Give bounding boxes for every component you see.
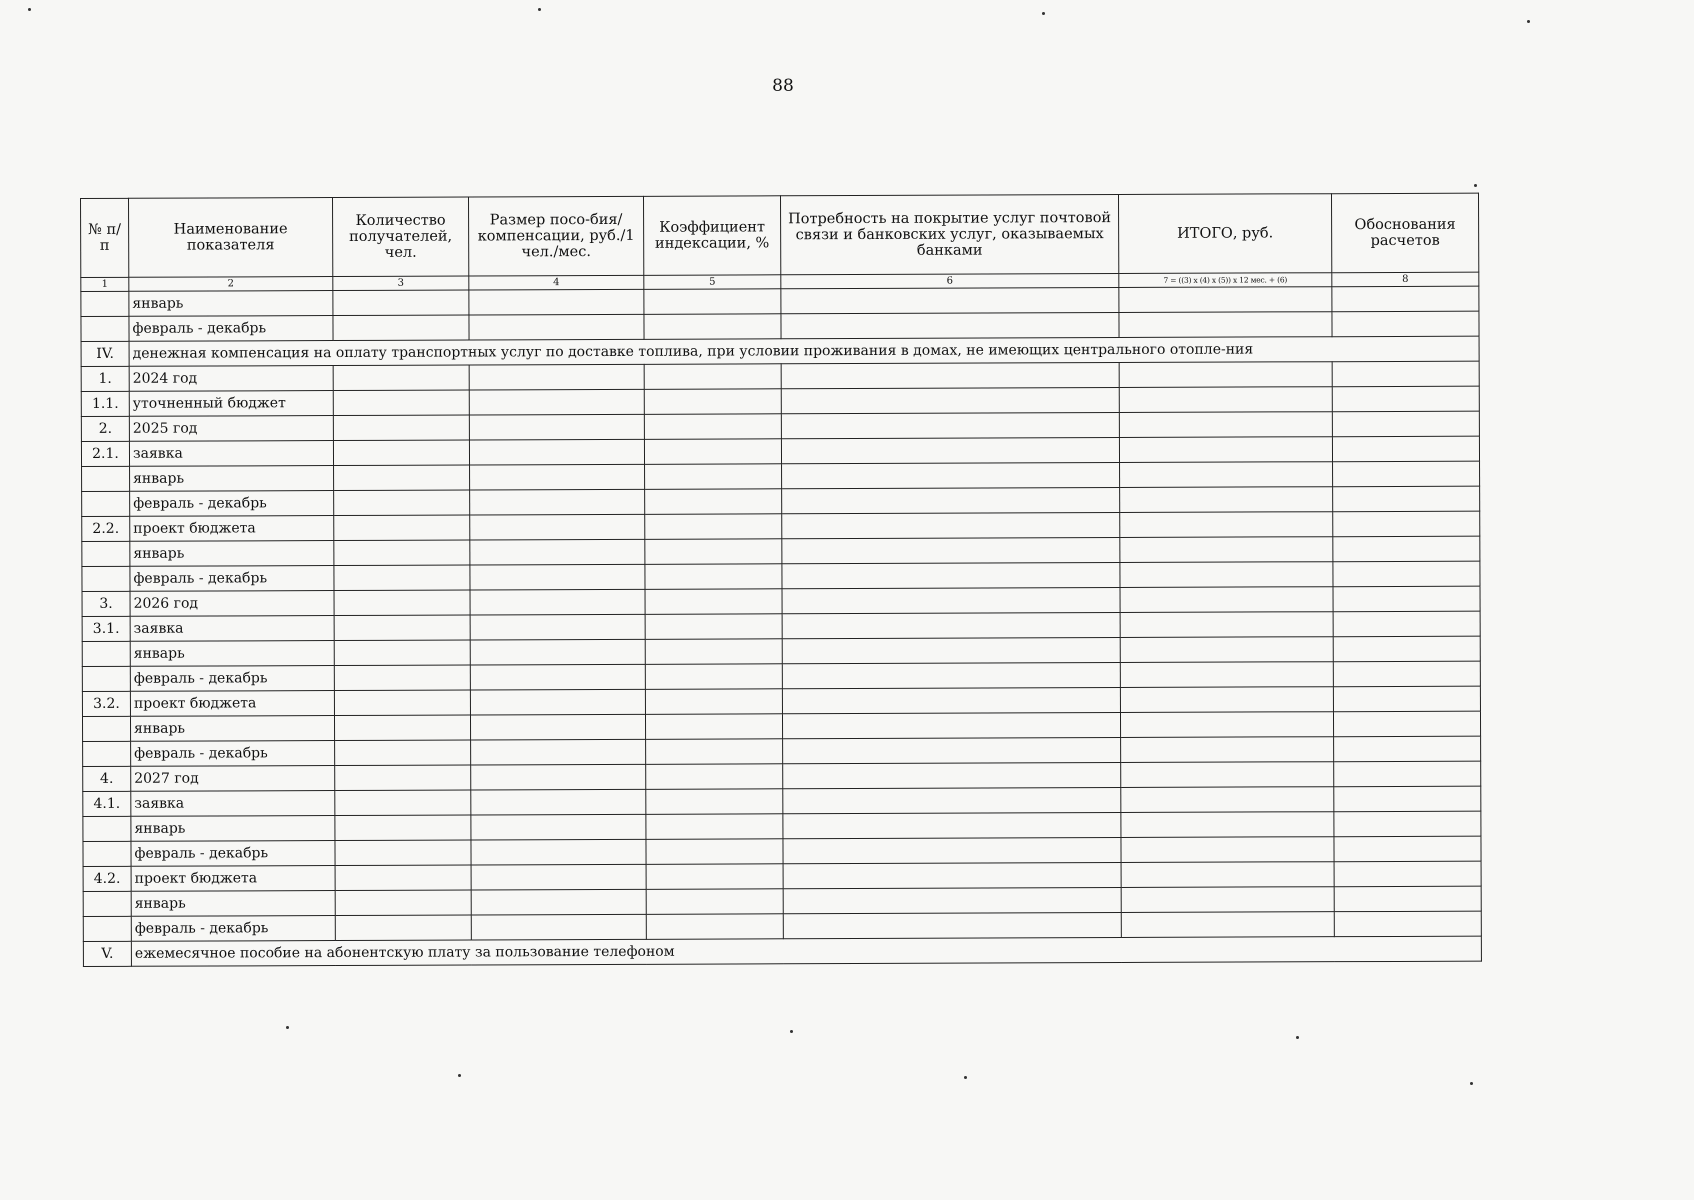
empty-value-cell	[1332, 436, 1479, 462]
column-number-cell: 4	[469, 275, 644, 290]
empty-value-cell	[335, 815, 471, 841]
row-number-cell: 4.2.	[83, 866, 131, 891]
empty-value-cell	[1121, 812, 1334, 838]
row-number-cell	[82, 491, 130, 516]
header-cell-service-needs: Потребность на покрытие услуг почтовой связи и банковских услуг, оказываемых банками	[780, 195, 1118, 275]
empty-value-cell	[1121, 862, 1334, 888]
empty-value-cell	[1120, 662, 1333, 688]
empty-value-cell	[645, 639, 782, 665]
empty-value-cell	[1119, 387, 1332, 413]
scan-speck	[28, 8, 31, 11]
empty-value-cell	[783, 913, 1121, 939]
empty-value-cell	[470, 689, 645, 715]
row-number-cell: 2.2.	[82, 516, 130, 541]
row-number-cell	[82, 666, 130, 691]
indicator-name-cell: январь	[130, 541, 334, 567]
empty-value-cell	[644, 414, 781, 440]
empty-value-cell	[471, 864, 646, 890]
empty-value-cell	[783, 738, 1121, 764]
empty-value-cell	[470, 589, 645, 615]
budget-table-container	[80, 193, 1481, 967]
empty-value-cell	[471, 889, 646, 915]
empty-value-cell	[1121, 737, 1334, 763]
row-number-cell: 3.	[82, 591, 130, 616]
row-number-cell	[83, 816, 131, 841]
empty-value-cell	[334, 690, 470, 716]
row-number-cell	[82, 541, 130, 566]
empty-value-cell	[782, 463, 1120, 489]
row-number-cell	[83, 891, 131, 916]
empty-value-cell	[781, 288, 1119, 314]
scan-speck	[1527, 20, 1530, 23]
empty-value-cell	[644, 289, 781, 315]
empty-value-cell	[783, 838, 1121, 864]
empty-value-cell	[334, 515, 470, 541]
empty-value-cell	[470, 639, 645, 665]
empty-value-cell	[333, 315, 469, 341]
empty-value-cell	[644, 314, 781, 340]
indicator-name-cell: проект бюджета	[130, 516, 334, 542]
empty-value-cell	[645, 514, 782, 540]
indicator-name-cell: февраль - декабрь	[130, 491, 334, 517]
empty-value-cell	[334, 490, 470, 516]
empty-value-cell	[1333, 661, 1480, 687]
scan-speck	[458, 1074, 461, 1077]
header-row	[81, 193, 1479, 277]
empty-value-cell	[646, 739, 783, 765]
indicator-name-cell: заявка	[131, 791, 335, 817]
row-number-cell	[82, 466, 130, 491]
scan-speck	[538, 8, 541, 11]
header-cell-number: № п/п	[81, 198, 129, 277]
empty-value-cell	[1333, 636, 1480, 662]
empty-value-cell	[471, 764, 646, 790]
empty-value-cell	[333, 415, 469, 441]
empty-value-cell	[781, 363, 1119, 389]
indicator-name-cell: январь	[130, 641, 334, 667]
empty-value-cell	[1120, 637, 1333, 663]
empty-value-cell	[470, 464, 645, 490]
row-number-cell: 2.1.	[81, 441, 129, 466]
empty-value-cell	[646, 789, 783, 815]
section-title-cell: ежемесячное пособие на абонентскую плату за пользование телефоном	[131, 936, 1481, 966]
empty-value-cell	[1332, 411, 1479, 437]
row-number-cell: 1.	[81, 366, 129, 391]
empty-value-cell	[782, 663, 1120, 689]
empty-value-cell	[1334, 761, 1481, 787]
empty-value-cell	[469, 314, 644, 340]
indicator-name-cell: февраль - декабрь	[131, 741, 335, 767]
empty-value-cell	[645, 589, 782, 615]
section-title-cell: денежная компенсация на оплату транспортных услуг по доставке топлива, при условии проживания в домах, не имеющих центрального отопле-ния	[129, 336, 1479, 366]
indicator-name-cell: январь	[129, 291, 333, 317]
empty-value-cell	[469, 439, 644, 465]
empty-value-cell	[644, 439, 781, 465]
empty-value-cell	[469, 389, 644, 415]
empty-value-cell	[471, 914, 646, 940]
row-number-cell	[83, 916, 131, 941]
empty-value-cell	[1334, 886, 1481, 912]
empty-value-cell	[1120, 462, 1333, 488]
empty-value-cell	[1121, 887, 1334, 913]
row-number-cell: V.	[83, 941, 131, 966]
page-number: 88	[772, 76, 794, 96]
empty-value-cell	[646, 914, 783, 940]
indicator-name-cell: 2027 год	[131, 766, 335, 792]
empty-value-cell	[470, 514, 645, 540]
empty-value-cell	[334, 715, 470, 741]
empty-value-cell	[781, 438, 1119, 464]
empty-value-cell	[645, 714, 782, 740]
empty-value-cell	[1332, 386, 1479, 412]
column-number-cell: 8	[1332, 272, 1479, 287]
column-number-cell: 2	[129, 277, 333, 292]
empty-value-cell	[644, 364, 781, 390]
empty-value-cell	[334, 665, 470, 691]
empty-value-cell	[471, 839, 646, 865]
row-number-cell	[83, 741, 131, 766]
empty-value-cell	[783, 813, 1121, 839]
empty-value-cell	[1332, 286, 1479, 312]
table-body	[81, 286, 1482, 966]
empty-value-cell	[1333, 536, 1480, 562]
column-formula-cell: 7 = ((3) x (4) x (5)) x 12 мес. + (6)	[1119, 273, 1332, 288]
empty-value-cell	[782, 513, 1120, 539]
scan-speck	[964, 1076, 967, 1079]
empty-value-cell	[471, 739, 646, 765]
indicator-name-cell: проект бюджета	[131, 866, 335, 892]
row-number-cell	[82, 566, 130, 591]
empty-value-cell	[334, 565, 470, 591]
header-cell-recipients-count: Количество получателей, чел.	[333, 197, 469, 277]
empty-value-cell	[645, 464, 782, 490]
empty-value-cell	[470, 664, 645, 690]
empty-value-cell	[1121, 837, 1334, 863]
row-number-cell: 1.1.	[81, 391, 129, 416]
empty-value-cell	[1333, 511, 1480, 537]
empty-value-cell	[783, 863, 1121, 889]
empty-value-cell	[1120, 687, 1333, 713]
empty-value-cell	[1119, 412, 1332, 438]
empty-value-cell	[645, 564, 782, 590]
empty-value-cell	[335, 840, 471, 866]
empty-value-cell	[781, 388, 1119, 414]
empty-value-cell	[1334, 786, 1481, 812]
row-number-cell	[82, 641, 130, 666]
row-number-cell: 3.1.	[82, 616, 130, 641]
empty-value-cell	[782, 563, 1120, 589]
empty-value-cell	[1120, 712, 1333, 738]
empty-value-cell	[782, 538, 1120, 564]
scan-speck	[790, 1030, 793, 1033]
empty-value-cell	[334, 540, 470, 566]
empty-value-cell	[1119, 312, 1332, 338]
header-cell-total: ИТОГО, руб.	[1118, 194, 1331, 274]
empty-value-cell	[1333, 461, 1480, 487]
empty-value-cell	[782, 613, 1120, 639]
empty-value-cell	[333, 440, 469, 466]
indicator-name-cell: февраль - декабрь	[130, 666, 334, 692]
indicator-name-cell: январь	[131, 891, 335, 917]
empty-value-cell	[334, 590, 470, 616]
row-number-cell: 4.	[83, 766, 131, 791]
empty-value-cell	[1332, 311, 1479, 337]
empty-value-cell	[1334, 861, 1481, 887]
header-cell-indexation-coefficient: Коэффициент индексации, %	[643, 196, 780, 276]
empty-value-cell	[646, 814, 783, 840]
column-number-cell: 5	[644, 275, 781, 290]
empty-value-cell	[1333, 586, 1480, 612]
empty-value-cell	[646, 839, 783, 865]
header-cell-indicator-name: Наименование показателя	[129, 198, 333, 278]
empty-value-cell	[335, 890, 471, 916]
empty-value-cell	[470, 539, 645, 565]
empty-value-cell	[335, 740, 471, 766]
empty-value-cell	[645, 539, 782, 565]
indicator-name-cell: 2026 год	[130, 591, 334, 617]
empty-value-cell	[782, 488, 1120, 514]
scan-speck	[1474, 184, 1477, 187]
row-number-cell	[81, 291, 129, 316]
scan-speck	[286, 1026, 289, 1029]
header-cell-justification: Обоснования расчетов	[1331, 193, 1478, 273]
empty-value-cell	[469, 364, 644, 390]
empty-value-cell	[335, 865, 471, 891]
indicator-name-cell: январь	[131, 816, 335, 842]
empty-value-cell	[1119, 362, 1332, 388]
empty-value-cell	[1333, 486, 1480, 512]
indicator-name-cell: февраль - декабрь	[130, 566, 334, 592]
row-number-cell	[82, 716, 130, 741]
empty-value-cell	[1333, 711, 1480, 737]
empty-value-cell	[471, 814, 646, 840]
empty-value-cell	[645, 489, 782, 515]
empty-value-cell	[1120, 537, 1333, 563]
empty-value-cell	[782, 688, 1120, 714]
indicator-name-cell: заявка	[129, 441, 333, 467]
empty-value-cell	[334, 615, 470, 641]
indicator-name-cell: февраль - декабрь	[129, 316, 333, 342]
empty-value-cell	[333, 365, 469, 391]
empty-value-cell	[644, 389, 781, 415]
indicator-name-cell: январь	[130, 716, 334, 742]
indicator-name-cell: 2024 год	[129, 366, 333, 392]
empty-value-cell	[1120, 562, 1333, 588]
indicator-name-cell: уточненный бюджет	[129, 391, 333, 417]
empty-value-cell	[335, 915, 471, 941]
empty-value-cell	[469, 414, 644, 440]
empty-value-cell	[646, 764, 783, 790]
empty-value-cell	[645, 689, 782, 715]
empty-value-cell	[1119, 437, 1332, 463]
indicator-name-cell: январь	[130, 466, 334, 492]
empty-value-cell	[470, 614, 645, 640]
empty-value-cell	[1121, 912, 1334, 938]
empty-value-cell	[333, 390, 469, 416]
indicator-name-cell: февраль - декабрь	[131, 916, 335, 942]
indicator-name-cell: проект бюджета	[130, 691, 334, 717]
empty-value-cell	[1121, 762, 1334, 788]
row-number-cell: 2.	[81, 416, 129, 441]
empty-value-cell	[335, 765, 471, 791]
empty-value-cell	[782, 713, 1120, 739]
empty-value-cell	[645, 614, 782, 640]
empty-value-cell	[1120, 512, 1333, 538]
header-cell-allowance-size: Размер посо-бия/компенсации, руб./1 чел./мес.	[468, 196, 643, 276]
budget-calculation-table	[80, 193, 1482, 967]
row-number-cell: 3.2.	[82, 691, 130, 716]
empty-value-cell	[1332, 361, 1479, 387]
empty-value-cell	[645, 664, 782, 690]
empty-value-cell	[1334, 736, 1481, 762]
empty-value-cell	[646, 864, 783, 890]
row-number-cell	[83, 841, 131, 866]
empty-value-cell	[1333, 686, 1480, 712]
empty-value-cell	[1333, 561, 1480, 587]
empty-value-cell	[1119, 287, 1332, 313]
empty-value-cell	[782, 588, 1120, 614]
empty-value-cell	[783, 788, 1121, 814]
column-number-cell: 1	[81, 277, 129, 291]
empty-value-cell	[1120, 612, 1333, 638]
section-row	[83, 936, 1481, 966]
row-number-cell: 4.1.	[83, 791, 131, 816]
empty-value-cell	[334, 465, 470, 491]
empty-value-cell	[1334, 836, 1481, 862]
column-number-cell: 3	[333, 276, 469, 291]
empty-value-cell	[1333, 611, 1480, 637]
empty-value-cell	[1120, 487, 1333, 513]
empty-value-cell	[469, 289, 644, 315]
indicator-name-cell: февраль - декабрь	[131, 841, 335, 867]
empty-value-cell	[333, 290, 469, 316]
empty-value-cell	[470, 714, 645, 740]
empty-value-cell	[1120, 587, 1333, 613]
empty-value-cell	[470, 564, 645, 590]
empty-value-cell	[782, 638, 1120, 664]
empty-value-cell	[783, 888, 1121, 914]
empty-value-cell	[1121, 787, 1334, 813]
empty-value-cell	[781, 413, 1119, 439]
empty-value-cell	[1334, 811, 1481, 837]
empty-value-cell	[335, 790, 471, 816]
scan-speck	[1296, 1036, 1299, 1039]
row-number-cell	[81, 316, 129, 341]
row-number-cell: IV.	[81, 341, 129, 366]
empty-value-cell	[781, 313, 1119, 339]
empty-value-cell	[470, 489, 645, 515]
empty-value-cell	[334, 640, 470, 666]
column-number-cell: 6	[781, 274, 1119, 289]
scan-speck	[1042, 12, 1045, 15]
empty-value-cell	[783, 763, 1121, 789]
indicator-name-cell: 2025 год	[129, 416, 333, 442]
empty-value-cell	[1334, 911, 1481, 937]
empty-value-cell	[646, 889, 783, 915]
indicator-name-cell: заявка	[130, 616, 334, 642]
empty-value-cell	[471, 789, 646, 815]
scan-speck	[1470, 1082, 1473, 1085]
